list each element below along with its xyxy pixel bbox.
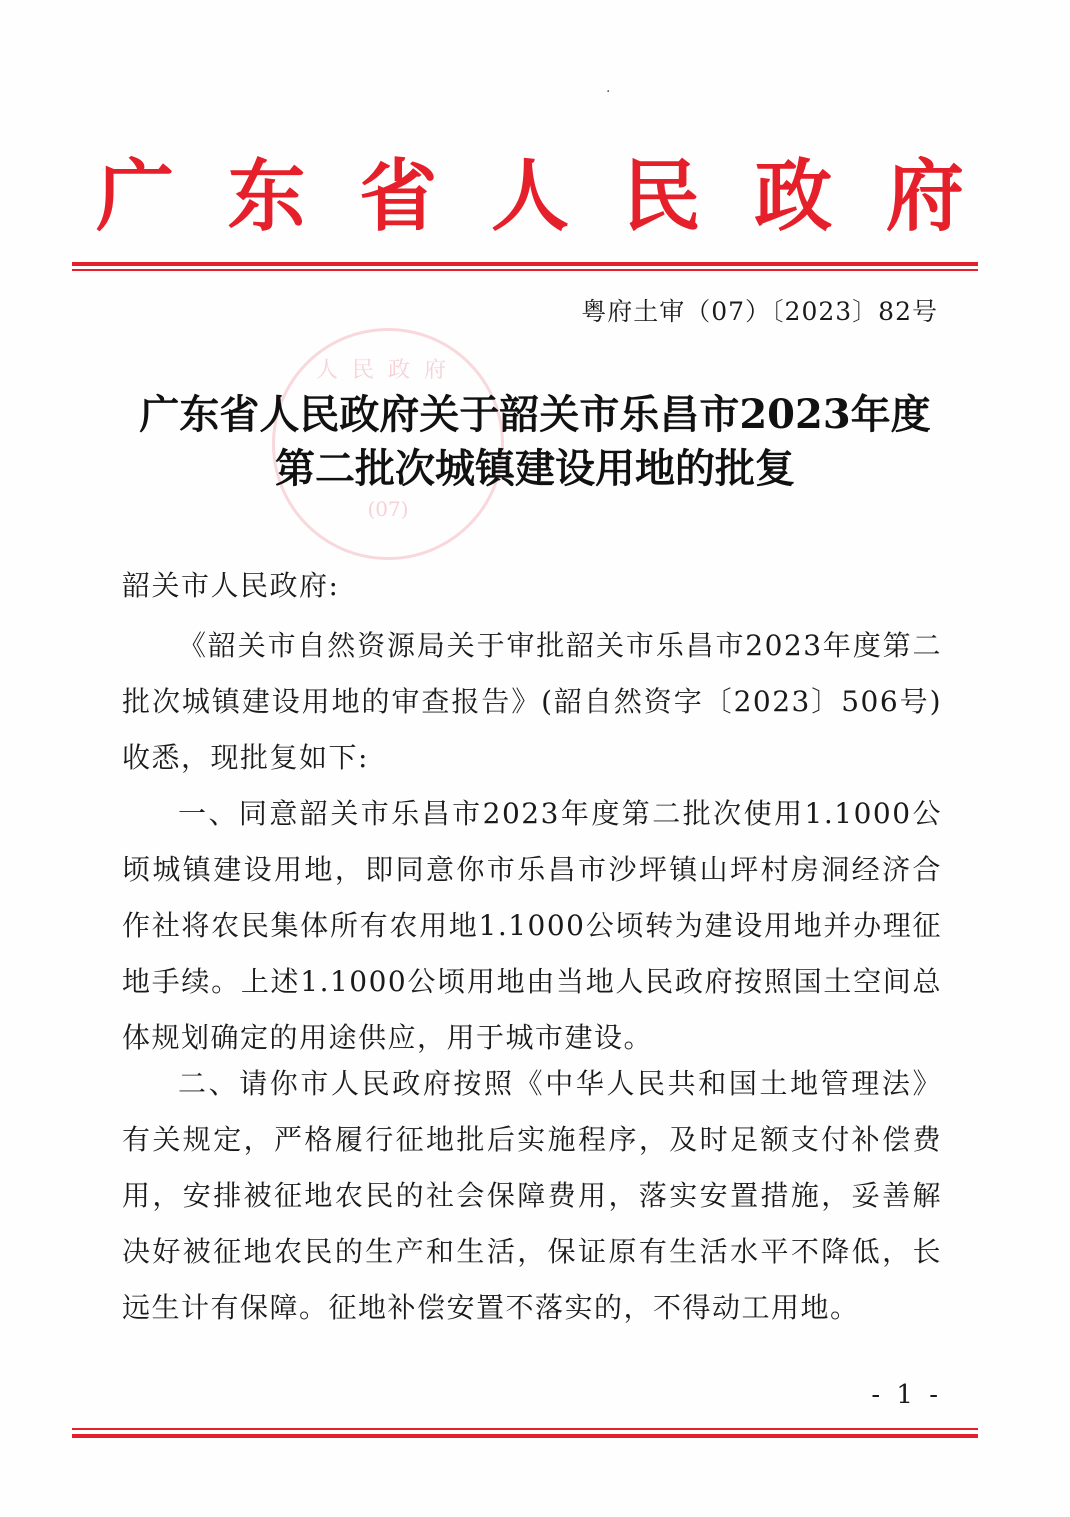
paragraph-text: 《韶关市自然资源局关于审批韶关市乐昌市2023年度第二批次城镇建设用地的审查报告》(韶自然资字〔2023〕506号)收悉，现批复如下: (122, 629, 942, 774)
scan-mark: · (606, 84, 611, 100)
masthead-char: 政 (754, 151, 833, 242)
document-title-line-1: 广东省人民政府关于韶关市乐昌市2023年度 (139, 391, 931, 438)
footer-red-rule-thick (72, 1434, 978, 1438)
seal-text: 人民政府 (315, 358, 460, 383)
masthead-char: 广 (95, 151, 174, 242)
paragraph-text: 一、同意韶关市乐昌市2023年度第二批次使用1.1000公顷城镇建设用地，即同意你市乐昌市沙坪镇山坪村房洞经济合作社将农民集体所有农用地1.1000公顷转为建设用地并办理征地手续。上述1.1000公顷用地由当地人民政府按照国土空间总体规划确定的用途供应，用于城市建设。 (122, 797, 942, 1054)
header-red-rule-thin (72, 269, 978, 271)
body-paragraph (122, 618, 942, 786)
page-number: - 1 - (871, 1380, 942, 1410)
masthead-char: 人 (490, 151, 569, 242)
body-paragraph (122, 786, 942, 1066)
seal-code: (07) (367, 497, 409, 521)
masthead-char: 民 (622, 151, 701, 242)
masthead-char: 省 (359, 151, 438, 242)
masthead (80, 140, 980, 240)
footer-red-rule-thin (72, 1428, 978, 1430)
paragraph-text: 二、请你市人民政府按照《中华人民共和国土地管理法》有关规定，严格履行征地批后实施程序，及时足额支付补偿费用，安排被征地农民的社会保障费用，落实安置措施，妥善解决好被征地农民的生产和生活，保证原有生活水平不降低，长远生计有保障。征地补偿安置不落实的，不得动工用地。 (122, 1067, 942, 1324)
document-number: 粤府土审（07）〔2023〕82号 (581, 297, 938, 326)
masthead-char: 东 (227, 151, 306, 242)
header-red-rule-thick (72, 262, 978, 266)
body-paragraph (122, 1056, 942, 1336)
addressee: 韶关市人民政府: (122, 569, 340, 602)
masthead-char: 府 (885, 151, 964, 242)
document-title-line-2: 第二批次城镇建设用地的批复 (275, 445, 795, 492)
